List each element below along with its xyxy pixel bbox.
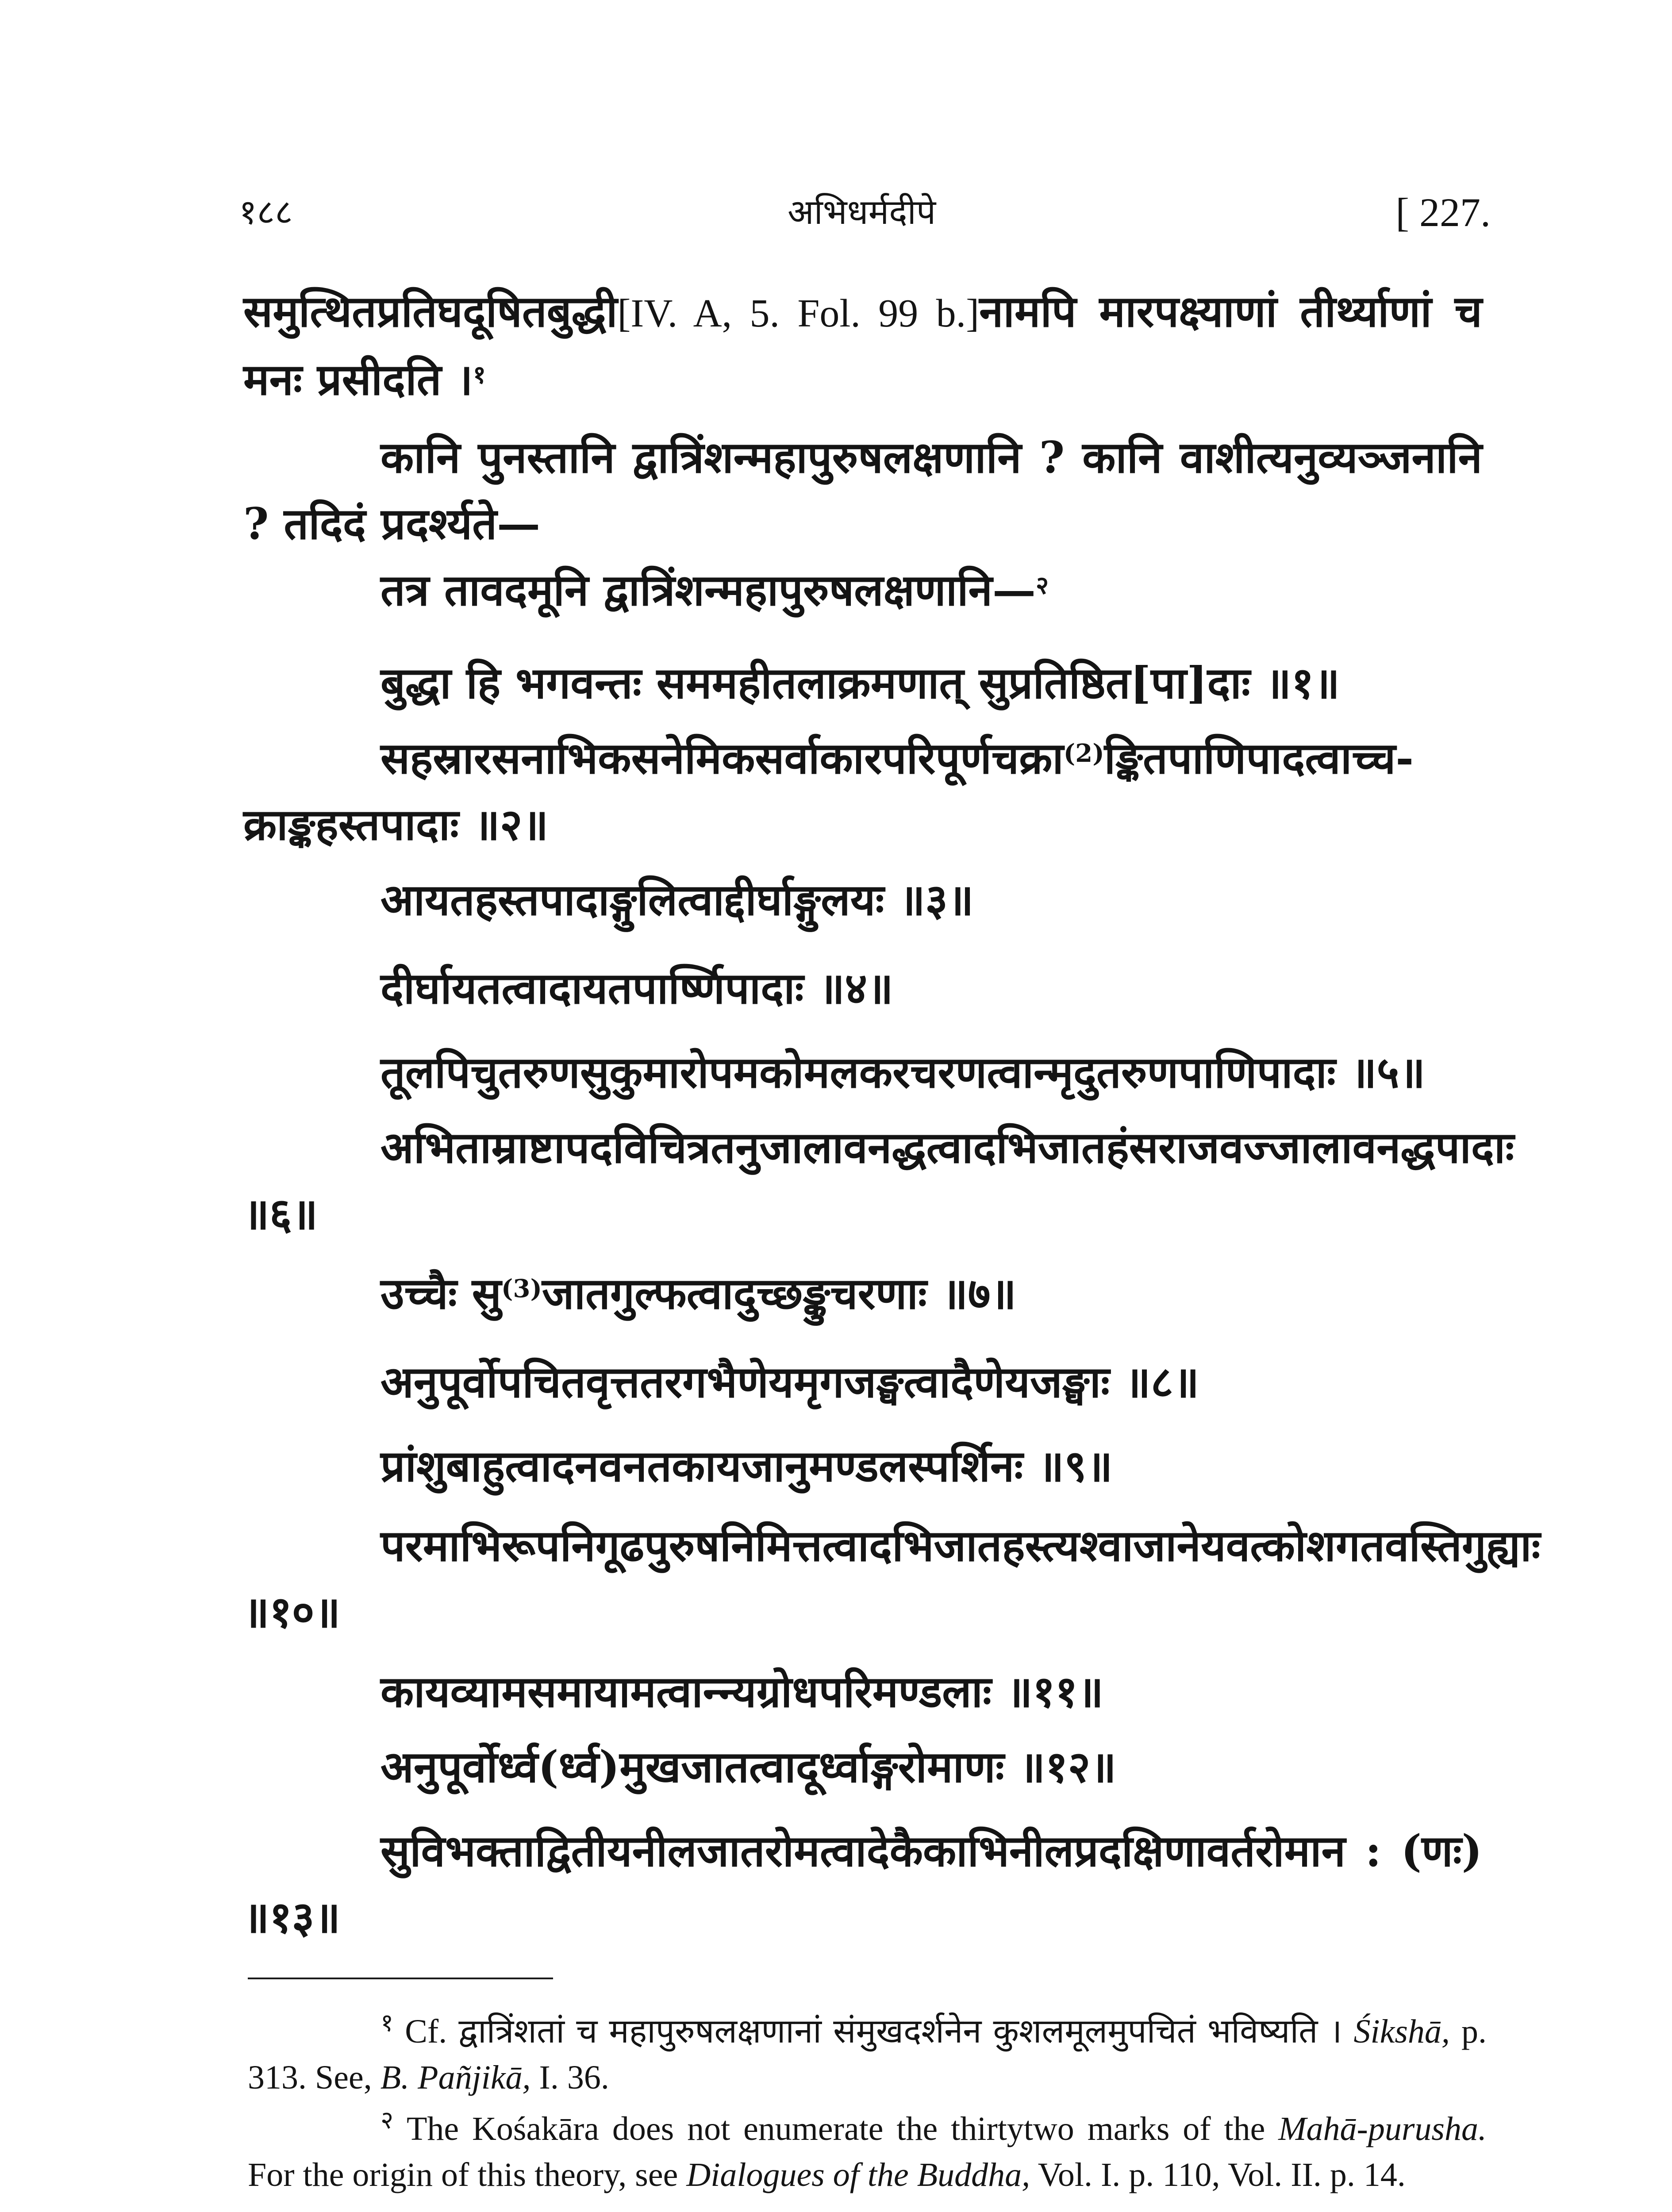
mark-13: सुविभक्ताद्वितीयनीलजातरोमत्वादेकैकाभिनीलप्रदक्षिणावर्तरोमान : (णः) ॥१३॥ [243,1826,1482,1943]
footnote-marker: २ [1036,571,1049,600]
variant-marker: (3) [501,1274,542,1303]
mark-5: तूलपिचुतरुणसुकुमारोपमकोमलकरचरणत्वान्मृदुतरुणपाणिपादाः ॥५॥ [381,1047,1426,1098]
mark-3: आयतहस्तपादाङ्गुलित्वाद्दीर्घाङ्गुलयः ॥३॥ [381,875,974,926]
question-paragraph: कानि पुनस्तानि द्वात्रिंशन्महापुरुषलक्षणानि ? कानि वाशीत्यनुव्यञ्जनानि ? तदिदं प्रदर्श्यते— [243,432,1482,549]
footnote-text: Vol. I. p. 110, Vol. II. p. 14. [1030,2156,1406,2193]
footnote-citation: B. Pañjikā, [380,2059,531,2096]
mark-11: कायव्यामसमायामत्वान्न्यग्रोधपरिमण्डलाः ॥११॥ [381,1667,1104,1717]
mark-12: अनुपूर्वोर्ध्व(र्ध्व)मुखजातत्वादूर्ध्वाङ्गरोमाणः ॥१२॥ [381,1742,1117,1793]
mark-1: बुद्धा हि भगवन्तः सममहीतलाक्रमणात् सुप्रतिष्ठित[पा]दाः ॥१॥ [381,658,1340,709]
variant-marker: (2) [1063,739,1104,768]
mark-10: परमाभिरूपनिगूढपुरुषनिमित्तत्वादभिजातहस्त्यश्वाजानेयवत्कोशगतवस्तिगुह्याः ॥१०॥ [243,1521,1541,1638]
mark-7 [243,1261,1482,1327]
text-segment: जातगुल्फत्वादुच्छङ्कुचरणाः ॥७॥ [542,1268,1017,1319]
footnote-text: The Kośakāra does not enumerate the thirtytwo marks of the [393,2110,1279,2147]
text-segment: नामपि मारपक्ष्याणां तीर्थ्याणां च मनः प्रसीदति । [243,286,1482,405]
footnote-text: p. 313. See, [248,2013,1487,2096]
folio-reference: [IV. A, 5. Fol. 99 b.] [617,292,980,335]
footnote-text: I. 36. [530,2059,609,2096]
mark-8: अनुपूर्वोपचितवृत्ततरगभैणेयमृगजङ्घत्वादैणेयजङ्घाः ॥८॥ [381,1357,1199,1408]
text-segment: ङ्कितपाणिपादत्वाच्च- क्राङ्कहस्तपादाः ॥२॥ [243,733,1414,850]
footnote-text: Cf. द्वात्रिंशतां च महापुरुषलक्षणानां संमुखदर्शनेन कुशलमूलमुपचितं भविष्यति । [393,2013,1354,2050]
page-number-devanagari: १८८ [239,192,293,232]
mark-6: अभिताम्राष्टापदविचित्रतनुजालावनद्धत्वादभिजातहंसराजवज्जालावनद्धपादाः ॥६॥ [243,1122,1514,1240]
mark-4: दीर्घायतत्वादायतपार्ष्णिपादाः ॥४॥ [381,963,893,1014]
intro-line [243,557,1482,624]
text-segment: सहस्रारसनाभिकसनेमिकसर्वाकारपरिपूर्णचक्रा [381,733,1064,784]
footnote-citation: Dialogues of the Buddha, [686,2156,1030,2193]
footnote-1 [248,2008,1487,2101]
footnote-citation: Mahā-purusha. [1278,2110,1487,2147]
mark-9: प्रांशुबाहुत्वादनवनतकायजानुमण्डलस्पर्शिनः ॥९॥ [381,1441,1113,1492]
footnote-divider [248,1978,553,1979]
text-segment: समुत्थितप्रतिघदूषितबुद्धी [243,286,618,337]
text-segment: तत्र तावदमूनि द्वात्रिंशन्महापुरुषलक्षणानि— [381,565,1036,616]
footnote-marker: २ [381,2107,394,2134]
footnote-text: For the origin of this theory, see [248,2156,687,2193]
footnote-citation: Śikshā, [1353,2013,1450,2050]
footnote-marker: १ [473,360,486,389]
page-number-bracket: [ 227. [1395,190,1491,235]
footnote-marker: १ [381,2009,394,2037]
text-segment: उच्चैः सु [381,1268,502,1319]
mark-2 [243,726,1482,858]
running-title: अभिधर्मदीपे [788,192,936,232]
paragraph-continuation [243,279,1482,413]
footnote-2 [248,2106,1487,2198]
